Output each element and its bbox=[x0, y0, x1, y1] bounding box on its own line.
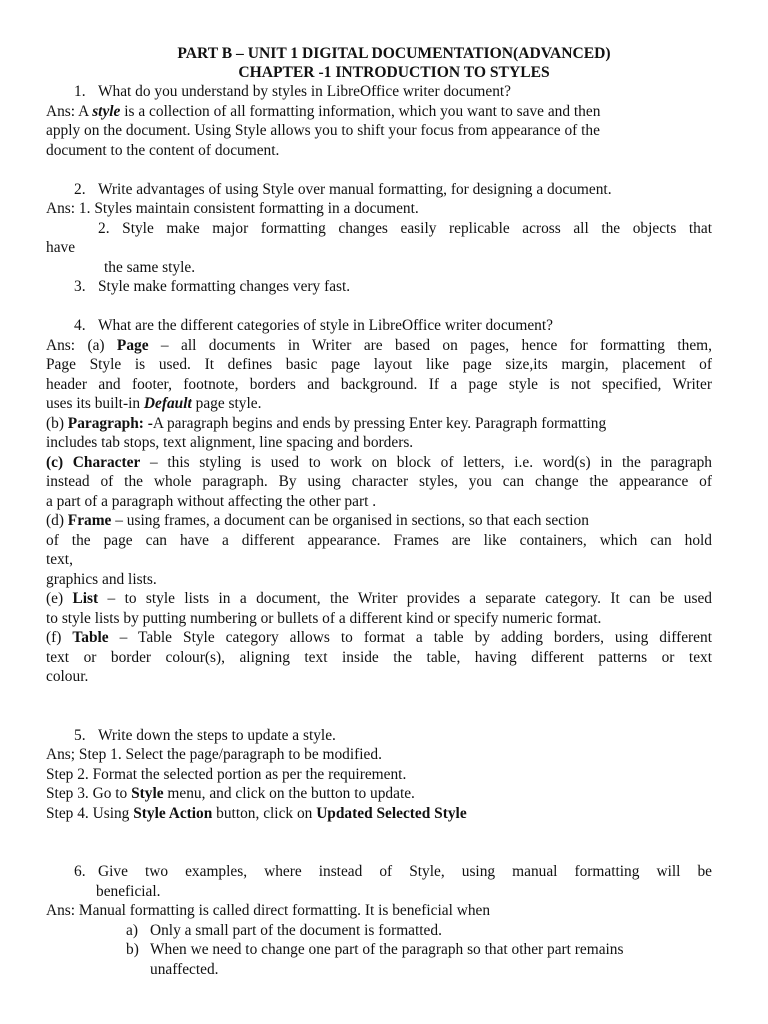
emphasis-term: style bbox=[92, 102, 121, 120]
answer-line: Ans: Manual formatting is called direct formatting. It is beneficial when bbox=[46, 902, 491, 919]
category-term: Frame bbox=[67, 512, 112, 529]
answer-line: document to the content of document. bbox=[46, 141, 280, 159]
answer-line: apply on the document. Using Style allows you to shift your focus from appearance of the bbox=[46, 122, 600, 139]
answer-step: Step 4. Using Style Action button, click on Updated Selected Style bbox=[46, 804, 467, 822]
emphasis-term: Default bbox=[143, 395, 192, 412]
answer-line: (e) List – to style lists in a document, the Writer provides a separate category. It can be used bbox=[46, 590, 712, 607]
answer-line: Ans: (a) Page – all documents in Writer are based on pages, hence for formatting them, bbox=[46, 336, 712, 354]
category-term: Page bbox=[116, 336, 149, 354]
category-term: Table bbox=[72, 629, 109, 646]
question-6 bbox=[46, 862, 712, 882]
question-text: What are the different categories of style in LibreOffice writer document? bbox=[98, 317, 553, 334]
answer-line: header and footer, footnote, borders and background. If a page style is not specified, Writer bbox=[46, 375, 712, 393]
question-number: 6. bbox=[74, 863, 86, 880]
answer-line: (d) Frame – using frames, a document can be organised in sections, so that each section bbox=[46, 512, 589, 529]
answer-line: instead of the whole paragraph. By using character styles, you can change the appearance of bbox=[46, 473, 712, 490]
question-number: 2. bbox=[74, 180, 86, 198]
list-label: b) bbox=[126, 941, 139, 958]
answer-line: have bbox=[46, 239, 76, 256]
document-title: PART B – UNIT 1 DIGITAL DOCUMENTATION(ADVANCED) bbox=[177, 45, 611, 62]
answer-line: Ans: 1. Styles maintain consistent formatting in a document. bbox=[46, 200, 419, 217]
question-4 bbox=[46, 316, 712, 336]
answer-line: uses its built-in Default page style. bbox=[46, 395, 262, 412]
category-term: Paragraph: - bbox=[67, 414, 153, 432]
answer-line: (c) Character – this styling is used to work on block of letters, i.e. word(s) in the paragraph bbox=[46, 453, 712, 471]
question-text: Write advantages of using Style over manual formatting, for designing a document. bbox=[98, 180, 612, 198]
question-text: Give two examples, where instead of Style, using manual formatting will be bbox=[98, 863, 712, 880]
button-term: Style Action bbox=[133, 804, 213, 822]
option-term: Updated Selected Style bbox=[316, 804, 467, 822]
question-text-cont: beneficial. bbox=[96, 882, 161, 900]
menu-term: Style bbox=[131, 785, 164, 802]
answer-line: Ans: A style is a collection of all formatting information, which you want to save and then bbox=[46, 102, 601, 120]
question-number: 5. bbox=[74, 726, 86, 744]
question-1 bbox=[46, 82, 712, 102]
answer-line: includes tab stops, text alignment, line spacing and borders. bbox=[46, 434, 414, 451]
answer-line: text or border colour(s), aligning text inside the table, having different patterns or text bbox=[46, 648, 712, 666]
answer-line: Page Style is used. It defines basic page layout like page size,its margin, placement of bbox=[46, 356, 712, 373]
question-2 bbox=[46, 180, 712, 200]
question-text: Write down the steps to update a style. bbox=[98, 726, 336, 744]
answer-line: colour. bbox=[46, 668, 89, 685]
list-item: b) When we need to change one part of the paragraph so that other part remains bbox=[126, 941, 624, 958]
question-number: 4. bbox=[74, 317, 86, 334]
answer-line: (f) Table – Table Style category allows to format a table by adding borders, using different bbox=[46, 629, 712, 646]
document-page bbox=[46, 44, 712, 979]
list-item-cont: unaffected. bbox=[150, 960, 219, 978]
answer-line: (b) Paragraph: -A paragraph begins and ends by pressing Enter key. Paragraph formatting bbox=[46, 414, 607, 432]
answer-line: graphics and lists. bbox=[46, 570, 157, 588]
category-term: (c) Character bbox=[46, 453, 141, 471]
question-number: 1. bbox=[74, 83, 86, 100]
answer-line: to style lists by putting numbering or bullets of a different kind or specify numeric format. bbox=[46, 609, 602, 627]
answer-step: Ans; Step 1. Select the page/paragraph to be modified. bbox=[46, 746, 382, 763]
category-term: List bbox=[72, 590, 99, 607]
answer-line: 3. Style make formatting changes very fast. bbox=[74, 278, 351, 295]
answer-line: text, bbox=[46, 551, 73, 568]
answer-line: the same style. bbox=[104, 258, 196, 276]
answer-line: a part of a paragraph without affecting the other part . bbox=[46, 492, 377, 510]
chapter-title: CHAPTER -1 INTRODUCTION TO STYLES bbox=[238, 64, 550, 81]
answer-line: 2. Style make major formatting changes easily replicable across all the objects that bbox=[98, 219, 712, 237]
answer-step: Step 2. Format the selected portion as per the requirement. bbox=[46, 765, 407, 783]
list-item: a) Only a small part of the document is formatted. bbox=[126, 921, 442, 939]
answer-step: Step 3. Go to Style menu, and click on the button to update. bbox=[46, 785, 415, 802]
question-5 bbox=[46, 726, 712, 746]
question-text: What do you understand by styles in LibreOffice writer document? bbox=[98, 83, 512, 100]
answer-line: of the page can have a different appearance. Frames are like containers, which can hold bbox=[46, 531, 712, 549]
list-label: a) bbox=[126, 921, 138, 939]
